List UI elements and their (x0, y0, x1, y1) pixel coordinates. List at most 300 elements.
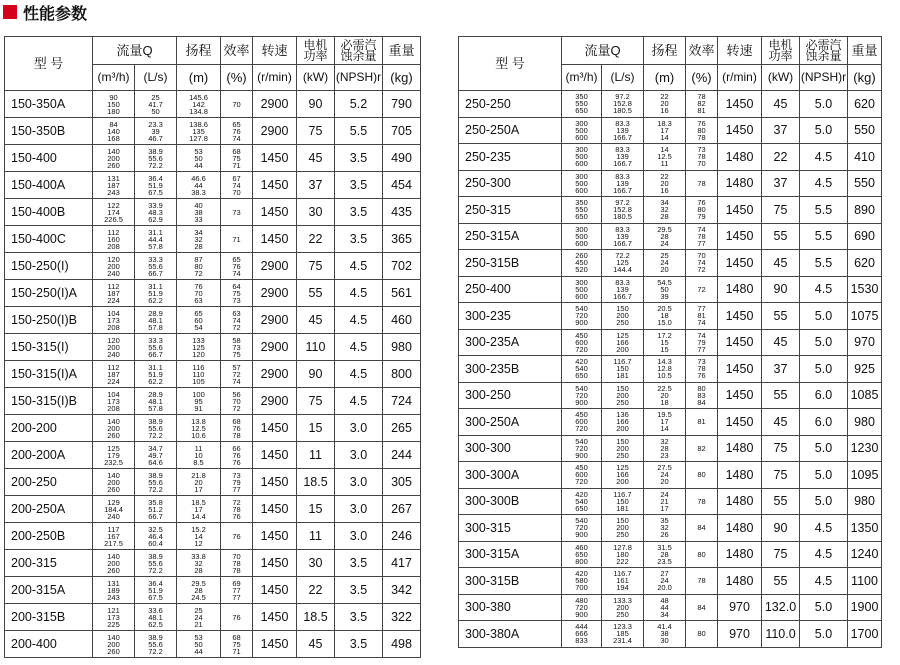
cell-flow-m3h-value: 720 (575, 602, 588, 612)
cell-flow-m3h-value: 140 (107, 126, 120, 136)
cell-head-value: 134.8 (189, 106, 208, 116)
cell-flow-m3h-value: 122 (107, 200, 120, 210)
cell-power: 90 (297, 361, 335, 388)
cell-power: 55 (297, 280, 335, 307)
cell-head-value: 10 (194, 450, 203, 460)
cell-flow-ls-value: 50 (151, 106, 160, 116)
cell-efficiency-value: 73 (697, 145, 706, 155)
cell-flow-ls (135, 604, 177, 631)
cell-flow-ls-value: 55.6 (148, 342, 163, 352)
cell-flow-ls-value: 34.7 (148, 443, 163, 453)
table-row (5, 334, 421, 361)
cell-efficiency-value: 78 (232, 558, 241, 568)
cell-flow-m3h-value: 500 (575, 152, 588, 162)
cell-head-value: 70 (194, 288, 203, 298)
cell-power: 15 (297, 496, 335, 523)
cell-power: 75 (762, 435, 800, 462)
cell-npsh: 3.5 (335, 199, 383, 226)
cell-npsh: 6.0 (800, 382, 848, 409)
cell-efficiency-value: 80 (697, 629, 706, 639)
red-square-icon (3, 5, 17, 19)
cell-weight: 980 (848, 488, 882, 515)
cell-model: 200-250A (5, 496, 93, 523)
cell-head (644, 303, 686, 330)
cell-head-value: 28 (194, 241, 203, 251)
cell-flow-ls-value: 48.1 (148, 315, 163, 325)
cell-flow-ls-value: 72.2 (148, 565, 163, 575)
cell-speed: 1480 (718, 462, 762, 489)
cell-speed: 1480 (718, 568, 762, 595)
cell-flow-ls-value: 62.5 (148, 619, 163, 629)
cell-flow-ls (135, 307, 177, 334)
cell-flow-m3h-value: 224 (107, 295, 120, 305)
cell-flow-ls-value: 166.7 (613, 291, 632, 301)
cell-flow-m3h-value: 240 (107, 268, 120, 278)
cell-speed: 2900 (253, 307, 297, 334)
cell-npsh: 5.0 (800, 356, 848, 383)
header-head: 扬程 (177, 37, 221, 65)
cell-flow-m3h-value: 450 (575, 330, 588, 340)
cell-efficiency-value: 79 (697, 337, 706, 347)
cell-efficiency-value: 68 (232, 416, 241, 426)
cell-flow-ls-value: 200 (616, 424, 629, 434)
cell-model: 250-315B (459, 250, 562, 277)
cell-speed: 1450 (253, 523, 297, 550)
cell-efficiency-value: 77 (697, 304, 706, 314)
cell-flow-m3h-value: 208 (107, 241, 120, 251)
cell-efficiency-value: 65 (232, 254, 241, 264)
cell-flow-ls-value: 55.6 (148, 261, 163, 271)
cell-efficiency-value: 74 (232, 180, 241, 190)
cell-head (644, 276, 686, 303)
cell-flow-ls (135, 118, 177, 145)
table-row (459, 621, 882, 648)
table-row (459, 515, 882, 542)
cell-efficiency-value: 66 (232, 443, 241, 453)
section-heading (0, 0, 87, 24)
cell-efficiency-value: 68 (232, 632, 241, 642)
cell-flow-ls-value: 72.2 (148, 430, 163, 440)
cell-flow-ls-value: 57.8 (148, 241, 163, 251)
cell-head-value: 28 (660, 443, 669, 453)
cell-head-value: 20 (660, 390, 669, 400)
cell-weight: 1700 (848, 621, 882, 648)
cell-weight: 305 (383, 469, 421, 496)
cell-flow-ls-value: 62.9 (148, 214, 163, 224)
cell-flow-ls-value: 31.1 (148, 281, 163, 291)
cell-flow-ls (135, 631, 177, 658)
table-row (5, 91, 421, 118)
table-row (459, 409, 882, 436)
cell-flow-ls-value: 31.1 (148, 227, 163, 237)
table-row (5, 442, 421, 469)
cell-npsh: 3.5 (335, 550, 383, 577)
cell-weight: 890 (848, 197, 882, 224)
table-row (5, 199, 421, 226)
cell-head-value: 24 (194, 612, 203, 622)
cell-head-value: 34 (660, 198, 669, 208)
cell-npsh: 5.0 (800, 303, 848, 330)
cell-flow-ls-value: 33.3 (148, 254, 163, 264)
cell-flow-ls-value: 62.2 (148, 376, 163, 386)
cell-head (644, 117, 686, 144)
cell-flow-m3h-value: 243 (107, 187, 120, 197)
cell-head-value: 87 (194, 254, 203, 264)
cell-weight: 561 (383, 280, 421, 307)
cell-flow-m3h-value: 300 (575, 277, 588, 287)
cell-efficiency-value: 70 (232, 99, 241, 109)
cell-model: 300-300 (459, 435, 562, 462)
table-row (459, 594, 882, 621)
cell-head-value: 14.4 (191, 511, 206, 521)
cell-efficiency-value: 72 (232, 369, 241, 379)
cell-efficiency-value: 77 (697, 344, 706, 354)
cell-head-value: 31.5 (657, 542, 672, 552)
cell-flow-ls-value: 72.2 (148, 160, 163, 170)
cell-head-value: 142 (192, 99, 205, 109)
cell-flow-m3h (562, 621, 602, 648)
cell-head-value: 54 (194, 322, 203, 332)
cell-head (177, 550, 221, 577)
cell-npsh: 5.0 (800, 91, 848, 118)
cell-head-value: 29.5 (657, 224, 672, 234)
cell-weight: 980 (383, 334, 421, 361)
cell-head-value: 20 (660, 265, 669, 275)
cell-weight: 620 (848, 250, 882, 277)
cell-head-value: 17 (660, 417, 669, 427)
table-row (5, 631, 421, 658)
table-row (5, 577, 421, 604)
cell-head-value: 44 (194, 180, 203, 190)
cell-power: 11 (297, 523, 335, 550)
cell-speed: 1450 (718, 329, 762, 356)
unit-power: (kW) (762, 65, 800, 91)
cell-head-value: 50 (660, 284, 669, 294)
cell-flow-ls-value: 33.9 (148, 200, 163, 210)
section-title: 性能参数 (23, 3, 88, 23)
cell-weight: 550 (848, 117, 882, 144)
cell-flow-m3h-value: 104 (107, 389, 120, 399)
cell-weight: 435 (383, 199, 421, 226)
cell-flow-m3h-value: 131 (107, 578, 120, 588)
cell-head-value: 20.0 (657, 583, 672, 593)
cell-model: 200-250B (5, 523, 93, 550)
cell-flow-m3h-value: 720 (575, 424, 588, 434)
cell-head-value: 27.5 (657, 463, 672, 473)
cell-efficiency (221, 631, 253, 658)
cell-weight: 410 (848, 144, 882, 171)
cell-flow-ls-value: 133.3 (613, 595, 632, 605)
cell-head-value: 34 (660, 609, 669, 619)
cell-flow-m3h (562, 488, 602, 515)
cell-flow-ls (135, 388, 177, 415)
cell-flow-m3h-value: 720 (575, 523, 588, 533)
cell-flow-m3h-value: 900 (575, 450, 588, 460)
cell-flow-ls (602, 197, 644, 224)
cell-speed: 1450 (253, 415, 297, 442)
cell-npsh: 5.2 (335, 91, 383, 118)
cell-flow-m3h (562, 435, 602, 462)
cell-efficiency-value: 70 (697, 159, 706, 169)
cell-flow-ls-value: 125 (616, 258, 629, 268)
cell-efficiency-value: 67 (232, 173, 241, 183)
cell-power: 45 (297, 307, 335, 334)
cell-efficiency (686, 621, 718, 648)
cell-flow-ls (602, 144, 644, 171)
cell-efficiency (686, 91, 718, 118)
cell-weight: 724 (383, 388, 421, 415)
cell-flow-m3h-value: 200 (107, 639, 120, 649)
cell-head-value: 54.5 (657, 277, 672, 287)
cell-flow-m3h-value: 260 (107, 430, 120, 440)
cell-power: 55 (762, 382, 800, 409)
cell-head-value: 15.0 (657, 318, 672, 328)
cell-efficiency-value: 80 (697, 549, 706, 559)
cell-npsh: 3.5 (335, 145, 383, 172)
cell-flow-m3h-value: 550 (575, 205, 588, 215)
cell-speed: 1450 (718, 250, 762, 277)
cell-flow-m3h-value: 117 (107, 524, 120, 534)
cell-speed: 1480 (718, 515, 762, 542)
cell-model: 200-200A (5, 442, 93, 469)
cell-flow-ls-value: 55.6 (148, 153, 163, 163)
cell-flow-ls-value: 200 (616, 523, 629, 533)
cell-flow-m3h-value: 140 (107, 470, 120, 480)
cell-efficiency-value: 73 (232, 295, 241, 305)
cell-efficiency-value: 57 (232, 362, 241, 372)
cell-flow-ls-value: 66.7 (148, 511, 163, 521)
cell-flow-m3h-value: 179 (107, 450, 120, 460)
cell-efficiency-value: 83 (697, 390, 706, 400)
cell-flow-m3h-value: 187 (107, 288, 120, 298)
cell-flow-m3h-value: 189 (107, 585, 120, 595)
header-flow: 流量Q (93, 37, 177, 65)
cell-efficiency-value: 72 (232, 403, 241, 413)
table-row (459, 197, 882, 224)
cell-flow-ls-value: 72.2 (148, 484, 163, 494)
cell-head-value: 12.5 (657, 152, 672, 162)
table-row (459, 117, 882, 144)
cell-weight: 1350 (848, 515, 882, 542)
cell-efficiency (221, 496, 253, 523)
cell-flow-ls-value: 250 (616, 318, 629, 328)
cell-efficiency-value: 79 (697, 212, 706, 222)
cell-efficiency (221, 604, 253, 631)
cell-head-value: 20 (660, 178, 669, 188)
table-row (459, 223, 882, 250)
cell-power: 75 (762, 197, 800, 224)
cell-flow-ls (602, 223, 644, 250)
cell-head-value: 41.4 (657, 622, 672, 632)
cell-head-value: 63 (194, 295, 203, 305)
cell-flow-m3h (93, 388, 135, 415)
cell-model: 300-380A (459, 621, 562, 648)
cell-flow-m3h-value: 600 (575, 132, 588, 142)
cell-flow-ls-value: 200 (616, 602, 629, 612)
cell-head-value: 25 (660, 251, 669, 261)
cell-model: 250-315 (459, 197, 562, 224)
cell-head-value: 60 (194, 315, 203, 325)
cell-power: 90 (297, 91, 335, 118)
cell-head (177, 307, 221, 334)
cell-npsh: 3.5 (335, 577, 383, 604)
cell-efficiency-value: 78 (697, 231, 706, 241)
header-model: 型 号 (5, 37, 93, 91)
cell-weight: 490 (383, 145, 421, 172)
cell-power: 30 (297, 199, 335, 226)
table-row (5, 307, 421, 334)
cell-model: 150-315(I)B (5, 388, 93, 415)
cell-npsh: 4.5 (800, 515, 848, 542)
cell-head-value: 12.8 (657, 364, 672, 374)
cell-flow-m3h-value: 650 (575, 212, 588, 222)
cell-head-value: 15.2 (191, 524, 206, 534)
cell-flow-ls (602, 568, 644, 595)
cell-flow-ls-value: 97.2 (615, 92, 630, 102)
cell-efficiency-value: 84 (697, 602, 706, 612)
cell-flow-m3h-value: 600 (575, 470, 588, 480)
cell-model: 250-315A (459, 223, 562, 250)
unit-flow-m3h: (m³/h) (562, 65, 602, 91)
cell-efficiency (686, 488, 718, 515)
cell-head-value: 145.6 (189, 92, 208, 102)
cell-model: 150-250(I)A (5, 280, 93, 307)
cell-flow-ls-value: 48.1 (148, 612, 163, 622)
cell-head (644, 356, 686, 383)
cell-efficiency-value: 76 (232, 450, 241, 460)
cell-flow-m3h-value: 833 (575, 636, 588, 646)
cell-speed: 1450 (718, 223, 762, 250)
cell-efficiency (221, 145, 253, 172)
cell-flow-m3h-value: 140 (107, 632, 120, 642)
cell-efficiency (221, 118, 253, 145)
cell-flow-ls-value: 39 (151, 126, 160, 136)
cell-efficiency (686, 303, 718, 330)
cell-flow-ls (135, 415, 177, 442)
cell-flow-ls-value: 250 (616, 450, 629, 460)
cell-efficiency-value: 84 (697, 397, 706, 407)
cell-head-value: 12 (194, 538, 203, 548)
cell-power: 75 (762, 462, 800, 489)
cell-head (644, 250, 686, 277)
cell-model: 300-315B (459, 568, 562, 595)
cell-head (177, 118, 221, 145)
cell-head (177, 577, 221, 604)
cell-flow-m3h (93, 172, 135, 199)
cell-head-value: 32 (660, 436, 669, 446)
cell-efficiency-value: 76 (697, 371, 706, 381)
cell-efficiency-value: 75 (232, 288, 241, 298)
cell-efficiency-value: 70 (232, 187, 241, 197)
table-row (459, 250, 882, 277)
cell-flow-ls-value: 166.7 (613, 238, 632, 248)
cell-flow-ls (602, 541, 644, 568)
cell-efficiency-value: 78 (232, 504, 241, 514)
table-row (5, 172, 421, 199)
cell-head-value: 23.5 (657, 556, 672, 566)
cell-head-value: 38 (194, 207, 203, 217)
cell-npsh: 5.5 (800, 250, 848, 277)
cell-weight: 246 (383, 523, 421, 550)
cell-head (644, 568, 686, 595)
cell-flow-ls (135, 226, 177, 253)
cell-weight: 1240 (848, 541, 882, 568)
cell-flow-ls-value: 49.7 (148, 450, 163, 460)
cell-npsh: 4.5 (800, 276, 848, 303)
unit-speed: (r/min) (718, 65, 762, 91)
cell-flow-ls-value: 38.9 (148, 551, 163, 561)
cell-flow-m3h-value: 160 (107, 234, 120, 244)
unit-npsh: (NPSH)r (800, 65, 848, 91)
cell-speed: 1450 (253, 145, 297, 172)
cell-npsh: 4.5 (335, 253, 383, 280)
cell-efficiency (221, 388, 253, 415)
unit-weight: (kg) (848, 65, 882, 91)
cell-head-value: 24 (660, 489, 669, 499)
header-power: 电机 功率 (762, 37, 800, 65)
cell-npsh: 5.0 (800, 329, 848, 356)
cell-weight: 265 (383, 415, 421, 442)
cell-flow-ls (602, 621, 644, 648)
cell-flow-ls-value: 181 (616, 503, 629, 513)
cell-flow-ls-value: 180 (616, 549, 629, 559)
cell-flow-ls (135, 172, 177, 199)
cell-speed: 1480 (718, 276, 762, 303)
cell-model: 150-350A (5, 91, 93, 118)
cell-flow-m3h (93, 307, 135, 334)
cell-efficiency-value: 82 (697, 99, 706, 109)
table-row (459, 170, 882, 197)
cell-efficiency-value: 74 (697, 330, 706, 340)
cell-flow-ls (602, 488, 644, 515)
cell-flow-ls-value: 139 (616, 178, 629, 188)
cell-efficiency (686, 409, 718, 436)
cell-flow-ls-value: 180.5 (613, 212, 632, 222)
cell-flow-ls-value: 46.4 (148, 531, 163, 541)
cell-flow-ls-value: 139 (616, 125, 629, 135)
cell-efficiency-value: 71 (232, 160, 241, 170)
unit-weight: (kg) (383, 65, 421, 91)
cell-model: 200-250 (5, 469, 93, 496)
cell-efficiency-value: 76 (232, 423, 241, 433)
table-row (5, 469, 421, 496)
cell-npsh: 3.5 (335, 226, 383, 253)
cell-head-value: 8.5 (193, 457, 204, 467)
cell-flow-m3h-value: 720 (575, 443, 588, 453)
cell-flow-ls-value: 83.3 (615, 118, 630, 128)
cell-flow-m3h (562, 594, 602, 621)
cell-flow-ls (602, 435, 644, 462)
cell-speed: 1480 (718, 144, 762, 171)
cell-head-value: 38 (660, 629, 669, 639)
cell-head-value: 24 (660, 470, 669, 480)
cell-flow-ls-value: 48.1 (148, 396, 163, 406)
cell-flow-ls-value: 57.8 (148, 322, 163, 332)
table-row (459, 144, 882, 171)
cell-speed: 1480 (718, 435, 762, 462)
cell-head-value: 72 (194, 268, 203, 278)
cell-flow-m3h (562, 117, 602, 144)
cell-head-value: 20.5 (657, 304, 672, 314)
cell-efficiency-value: 73 (697, 357, 706, 367)
cell-power: 18.5 (297, 469, 335, 496)
cell-npsh: 5.0 (800, 621, 848, 648)
cell-flow-m3h (562, 276, 602, 303)
table-row (459, 488, 882, 515)
cell-model: 250-235 (459, 144, 562, 171)
cell-npsh: 5.0 (800, 594, 848, 621)
cell-efficiency-value: 76 (232, 511, 241, 521)
